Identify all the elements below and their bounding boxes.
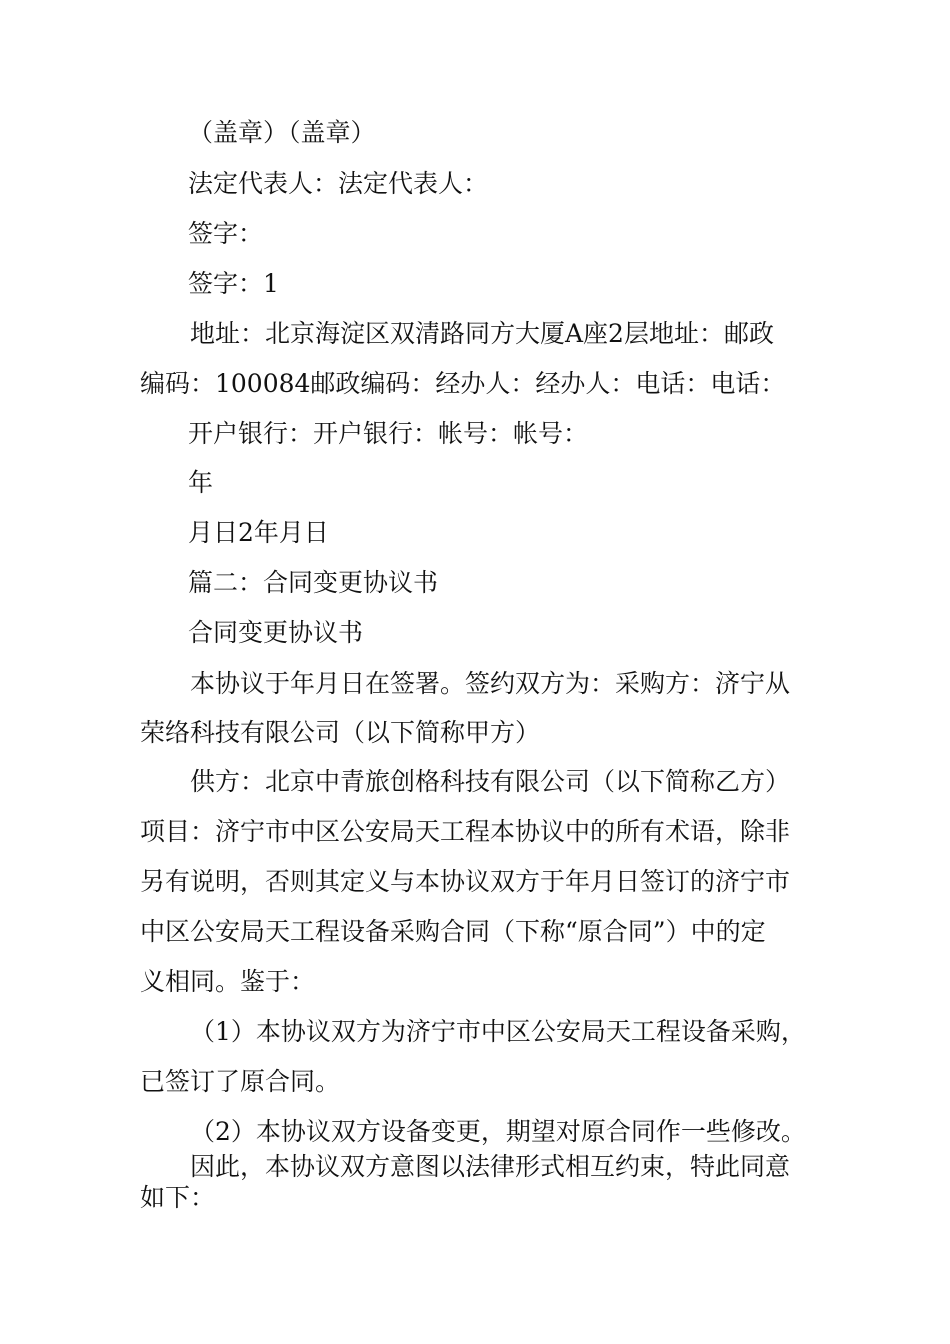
- text-line: 供方：北京中青旅创格科技有限公司（以下简称乙方）: [190, 767, 791, 796]
- text-line: 地址：北京海淀区双清路同方大厦A座2层地址：邮政: [190, 319, 774, 348]
- text-line: 中区公安局天工程设备采购合同（下称“原合同”）中的定: [140, 917, 766, 946]
- text-line: 荣络科技有限公司（以下简称甲方）: [140, 718, 541, 747]
- text-line: 另有说明，否则其定义与本协议双方于年月日签订的济宁市: [140, 867, 791, 896]
- text-line: 编码：100084邮政编码：经办人：经办人：电话：电话：: [140, 369, 786, 398]
- text-line: 因此，本协议双方意图以法律形式相互约束，特此同意: [190, 1152, 791, 1181]
- text-line: 已签订了原合同。: [140, 1067, 341, 1096]
- document-title: 合同变更协议书: [188, 618, 364, 647]
- text-line: 月日2年月日: [188, 518, 329, 547]
- section-heading: 篇二：合同变更协议书: [188, 568, 439, 597]
- text-line: 开户银行：开户银行：帐号：帐号：: [188, 419, 589, 448]
- text-line: （1）本协议双方为济宁市中区公安局天工程设备采购，: [190, 1017, 806, 1046]
- text-line: 项目：济宁市中区公安局天工程本协议中的所有术语，除非: [140, 817, 791, 846]
- text-line: 如下：: [140, 1183, 216, 1212]
- text-line: （2）本协议双方设备变更，期望对原合同作一些修改。: [190, 1117, 806, 1146]
- text-line: 签字：1: [188, 269, 279, 298]
- text-line: 法定代表人：法定代表人：: [188, 169, 489, 198]
- text-line: 年: [188, 468, 214, 497]
- text-line: （盖章）（盖章）: [188, 118, 376, 147]
- text-line: 本协议于年月日在签署。签约双方为：采购方：济宁从: [190, 669, 791, 698]
- text-line: 义相同。鉴于：: [140, 967, 316, 996]
- text-line: 签字：: [188, 219, 264, 248]
